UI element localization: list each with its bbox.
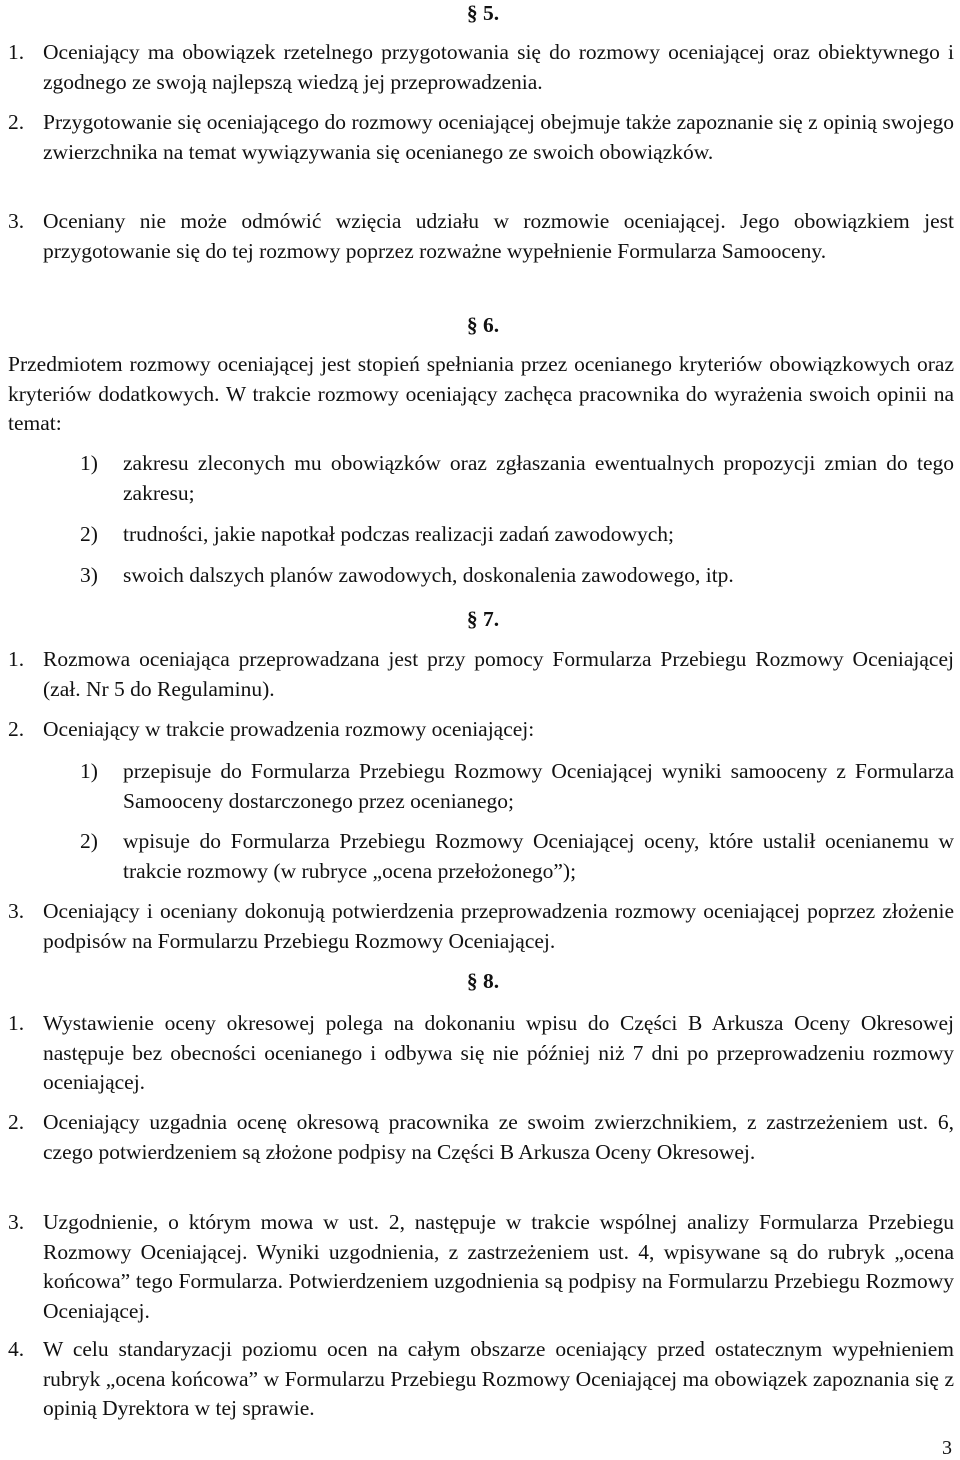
section-7-heading: § 7. [466, 607, 500, 631]
item-number: 4. [8, 1337, 25, 1361]
item-text: Wystawienie oceny okresowej polega na dokonaniu wpisu do Części B Arkusza Oceny Okresowej następuje bez obecności ocenianego i odbywa się nie później niż 7 dni po przeprowadzeniu rozmowy oceniającej. [43, 1011, 954, 1094]
item-text: Przygotowanie się oceniającego do rozmowy oceniającej obejmuje także zapoznanie się z opinią swojego zwierzchnika na temat wywiązywania się ocenianego ze swoich obowiązków. [43, 110, 954, 164]
item-number: 2. [8, 717, 25, 741]
s7-sublist-item-1 [80, 757, 954, 816]
list-text: trudności, jakie napotkał podczas realizacji zadań zawodowych; [123, 522, 675, 546]
s6-intro: Przedmiotem rozmowy oceniającej jest stopień spełniania przez ocenianego kryteriów obowiązkowych oraz kryteriów dodatkowych. W trakcie rozmowy oceniający zachęca pracownika do wyrażenia swoich opinii na temat: [8, 352, 954, 435]
s8-item-1 [8, 1009, 954, 1098]
item-number: 3. [8, 899, 25, 923]
s8-item-2 [8, 1108, 954, 1167]
s6-list-item-1 [80, 449, 954, 508]
section-5-heading: § 5. [466, 1, 500, 25]
s5-item-1 [8, 38, 954, 97]
list-number: 1) [80, 451, 98, 475]
item-text: Oceniający uzgadnia ocenę okresową pracownika ze swoim zwierzchnikiem, z zastrzeżeniem ust. 6, czego potwierdzeniem są złożone podpisy na Części B Arkusza Oceny Okresowej. [43, 1110, 954, 1164]
item-number: 2. [8, 110, 25, 134]
section-6-heading: § 6. [466, 313, 500, 337]
s7-item-3 [8, 897, 954, 956]
list-number: 3) [80, 563, 98, 587]
list-text: swoich dalszych planów zawodowych, doskonalenia zawodowego, itp. [123, 563, 734, 587]
list-number: 2) [80, 522, 98, 546]
item-text: Uzgodnienie, o którym mowa w ust. 2, następuje w trakcie wspólnej analizy Formularza Przebiegu Rozmowy Oceniającej. Wyniki uzgodnienia, z zastrzeżeniem ust. 4, wpisywane są do rubryk „ocena końcowa” tego Formularza. Potwierdzeniem uzgodnienia są podpisy na Formularzu Przebiegu Rozmowy Oceniającej. [43, 1210, 954, 1323]
list-number: 2) [80, 829, 98, 853]
item-number: 1. [8, 40, 25, 64]
list-text: wpisuje do Formularza Przebiegu Rozmowy Oceniającej oceny, które ustalił ocenianemu w trakcie rozmowy (w rubryce „ocena przełożonego”); [123, 829, 954, 883]
section-8-heading: § 8. [466, 969, 500, 993]
item-number: 1. [8, 647, 25, 671]
s6-list-item-3 [80, 561, 954, 591]
item-number: 3. [8, 209, 25, 233]
item-number: 1. [8, 1011, 25, 1035]
list-text: zakresu zleconych mu obowiązków oraz zgłaszania ewentualnych propozycji zmian do tego zakresu; [123, 451, 954, 505]
s6-list-item-2 [80, 520, 954, 550]
s5-item-3 [8, 207, 954, 266]
s7-item-1 [8, 645, 954, 704]
list-text: przepisuje do Formularza Przebiegu Rozmowy Oceniającej wyniki samooceny z Formularza Samooceny dostarczonego przez ocenianego; [123, 759, 954, 813]
item-text: Oceniający w trakcie prowadzenia rozmowy oceniającej: [43, 717, 535, 741]
item-number: 2. [8, 1110, 25, 1134]
page-number: 3 [942, 1437, 952, 1459]
s8-item-4 [8, 1335, 954, 1424]
item-text: Oceniający ma obowiązek rzetelnego przygotowania się do rozmowy oceniającej oraz obiektywnego i zgodnego ze swoją najlepszą wiedzą jej przeprowadzenia. [43, 40, 954, 94]
list-number: 1) [80, 759, 98, 783]
item-number: 3. [8, 1210, 25, 1234]
s7-item-2 [8, 715, 954, 745]
item-text: W celu standaryzacji poziomu ocen na całym obszarze oceniający przed ostatecznym wypełnieniem rubryk „ocena końcowa” w Formularzu Przebiegu Rozmowy Oceniającej ma obowiązek zapoznania się z opinią Dyrektora w tej sprawie. [43, 1337, 954, 1420]
item-text: Oceniany nie może odmówić wzięcia udziału w rozmowie oceniającej. Jego obowiązkiem jest przygotowanie się do tej rozmowy poprzez rozważne wypełnienie Formularza Samooceny. [43, 209, 954, 263]
s7-sublist-item-2 [80, 827, 954, 886]
item-text: Oceniający i oceniany dokonują potwierdzenia przeprowadzenia rozmowy oceniającej poprzez złożenie podpisów na Formularzu Przebiegu Rozmowy Oceniającej. [43, 899, 954, 953]
s8-item-3 [8, 1208, 954, 1326]
item-text: Rozmowa oceniająca przeprowadzana jest przy pomocy Formularza Przebiegu Rozmowy Oceniającej (zał. Nr 5 do Regulaminu). [43, 647, 954, 701]
s5-item-2 [8, 108, 954, 167]
